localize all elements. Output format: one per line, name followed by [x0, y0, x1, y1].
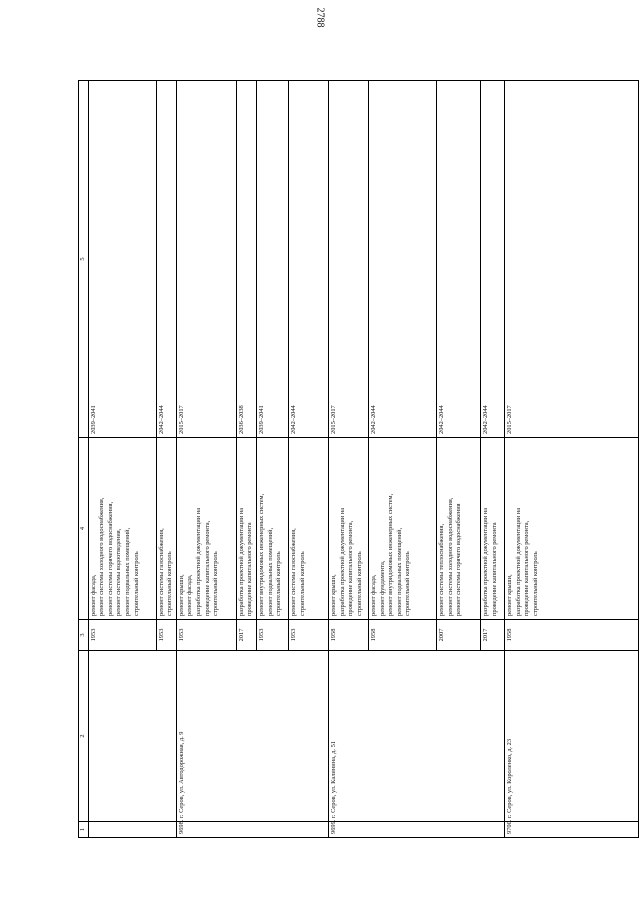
period-cell: 2039–2041: [256, 81, 288, 438]
work-item: строительный контроль: [275, 551, 283, 616]
header-col-1: 1: [79, 822, 89, 838]
work-item: ремонт системы холодного водоснабжения,: [98, 497, 106, 616]
work-item: ремонт крыши,: [177, 574, 185, 616]
work-item: строительный контроль: [166, 551, 174, 616]
year-cell: 1953: [176, 620, 236, 651]
year-cell: 2007: [436, 620, 480, 651]
capital-repair-table: [78, 80, 639, 838]
year-cell: 1958: [368, 620, 436, 651]
year-cell: 1953: [256, 620, 288, 651]
page-number: 2788: [314, 7, 326, 28]
work-item: ремонт фасада,: [186, 574, 194, 616]
year-cell: 1958: [328, 620, 368, 651]
work-item: проведение капитального ремонта: [246, 522, 254, 616]
works-cell: [236, 438, 256, 620]
year-cell: 2017: [480, 620, 504, 651]
header-col-3: 3: [79, 620, 89, 651]
header-col-4: 4: [79, 438, 89, 620]
work-item: строительный контроль: [404, 551, 412, 616]
header-row: [79, 81, 89, 838]
works-cell: [436, 438, 480, 620]
work-item: проведение капитального ремонта,: [523, 520, 531, 616]
address-cell: г. Серов, ул. Калинина, д. 51: [328, 651, 504, 822]
work-item: ремонт системы холодного водоснабжения,: [446, 497, 454, 616]
work-item: строительный контроль: [355, 551, 363, 616]
period-cell: 2042–2044: [156, 81, 176, 438]
works-cell: [480, 438, 504, 620]
period-cell: 2036–2038: [236, 81, 256, 438]
work-item: разработка проектной документации на: [237, 507, 245, 616]
work-item: ремонт подвальных помещений,: [123, 527, 131, 616]
works-cell: [176, 438, 236, 620]
work-item: проведение капитального ремонта,: [347, 520, 355, 616]
work-item: ремонт системы водоотведения,: [115, 528, 123, 616]
work-item: строительный контроль: [132, 551, 140, 616]
year-cell: 1953: [88, 620, 156, 651]
work-item: ремонт системы горячего водоснабжения,: [106, 501, 114, 616]
row-number: [88, 822, 176, 838]
work-item: разработка проектной документации на: [481, 507, 489, 616]
work-item: строительный контроль: [212, 551, 220, 616]
work-item: ремонт подвальных помещений,: [266, 527, 274, 616]
period-cell: 2042–2044: [436, 81, 480, 438]
works-cell: [328, 438, 368, 620]
work-item: строительный контроль: [298, 551, 306, 616]
work-item: ремонт фасада,: [369, 574, 377, 616]
period-cell: 2042–2044: [480, 81, 504, 438]
work-item: ремонт системы газоснабжения,: [157, 528, 165, 616]
work-item: ремонт фундамента,: [378, 560, 386, 616]
work-item: ремонт фасада,: [89, 574, 97, 616]
works-cell: [156, 438, 176, 620]
year-cell: 2017: [236, 620, 256, 651]
period-cell: 2015–2017: [328, 81, 368, 438]
work-item: ремонт системы теплоснабжения,: [437, 523, 445, 616]
period-cell: 2039–2041: [88, 81, 156, 438]
table-row: [88, 81, 156, 838]
work-item: ремонт внутридомовых инженерных систем,: [387, 493, 395, 616]
table-row: [328, 81, 368, 838]
works-cell: [288, 438, 328, 620]
address-cell: г. Серов, ул. Автодорожная, д. 9: [176, 651, 328, 822]
works-cell: [88, 438, 156, 620]
work-item: строительный контроль: [531, 551, 539, 616]
works-cell: [504, 438, 638, 620]
address-cell: г. Серов, ул. Короленко, д. 23: [504, 651, 638, 822]
work-item: ремонт внутридомовых инженерных систем,: [257, 493, 265, 616]
work-item: ремонт системы газоснабжения,: [289, 528, 297, 616]
year-cell: 1953: [288, 620, 328, 651]
period-cell: 2015–2017: [176, 81, 236, 438]
row-number: 9699.: [328, 822, 504, 838]
rotated-table-container: [78, 81, 552, 838]
work-item: ремонт крыши,: [329, 574, 337, 616]
address-cell: [88, 651, 176, 822]
work-item: разработка проектной документации на: [338, 507, 346, 616]
table-body: [88, 81, 638, 838]
work-item: проведение капитального ремонта: [490, 522, 498, 616]
period-cell: 2042–2044: [288, 81, 328, 438]
year-cell: 1958: [504, 620, 638, 651]
works-cell: [368, 438, 436, 620]
work-item: разработка проектной документации на: [194, 507, 202, 616]
table-row: [176, 81, 236, 838]
table-row: [504, 81, 638, 838]
period-cell: 2042–2044: [368, 81, 436, 438]
year-cell: 1953: [156, 620, 176, 651]
header-col-2: 2: [79, 651, 89, 822]
period-cell: 2015–2017: [504, 81, 638, 438]
work-item: проведение капитального ремонта,: [203, 520, 211, 616]
works-cell: [256, 438, 288, 620]
header-col-5: 5: [79, 81, 89, 438]
work-item: ремонт крыши,: [505, 574, 513, 616]
work-item: ремонт подвальных помещений,: [395, 527, 403, 616]
row-number: 9698.: [176, 822, 328, 838]
work-item: ремонт системы горячего водоснабжения: [455, 503, 463, 616]
row-number: 9700.: [504, 822, 638, 838]
work-item: разработка проектной документации на: [514, 507, 522, 616]
